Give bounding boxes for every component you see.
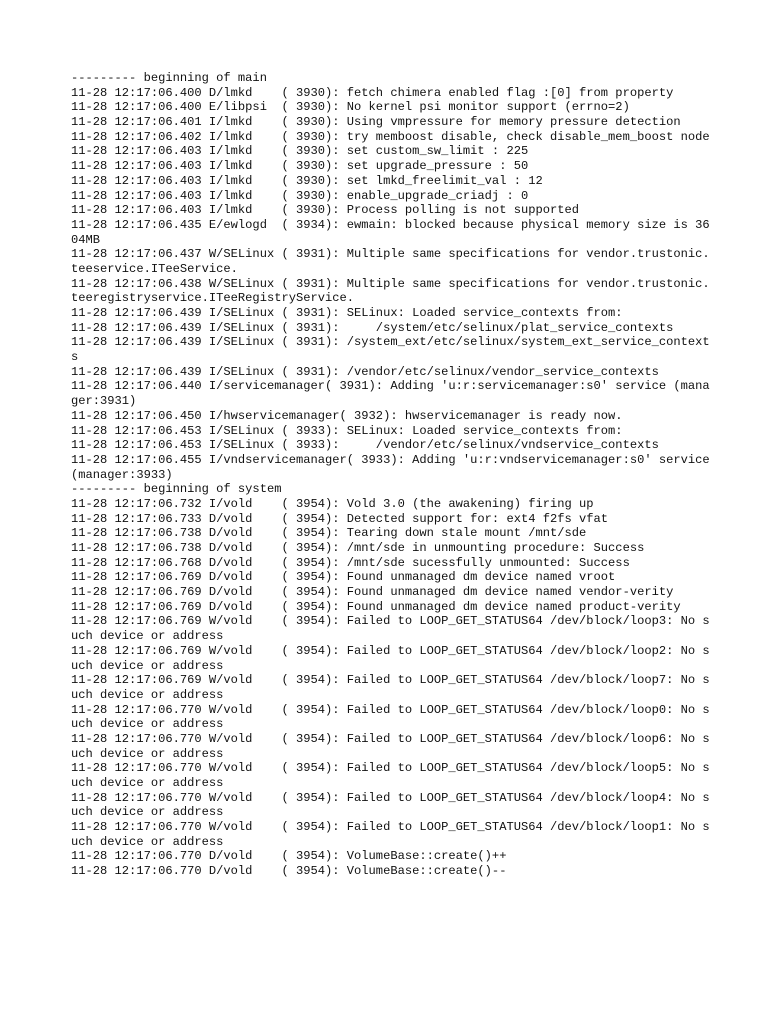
log-line: --------- beginning of main xyxy=(71,71,267,85)
log-line: 11-28 12:17:06.769 D/vold ( 3954): Found unmanaged dm device named product-verity xyxy=(71,599,681,614)
log-page xyxy=(71,71,717,879)
log-line: 11-28 12:17:06.403 I/lmkd ( 3930): set upgrade_pressure : 50 xyxy=(71,159,529,174)
log-line: 11-28 12:17:06.450 I/hwservicemanager( 3932): hwservicemanager is ready now. xyxy=(71,408,623,423)
log-line: 11-28 12:17:06.439 I/SELinux ( 3931): SELinux: Loaded service_contexts from: xyxy=(71,306,623,320)
log-line: 11-28 12:17:06.401 I/lmkd ( 3930): Using vmpressure for memory pressure detection xyxy=(71,115,681,130)
log-line: 11-28 12:17:06.439 I/SELinux ( 3931): /vendor/etc/selinux/vendor_service_contexts xyxy=(71,364,659,379)
log-line: 11-28 12:17:06.402 I/lmkd ( 3930): try memboost disable, check disable_mem_boost node xyxy=(71,129,710,144)
log-line: 11-28 12:17:06.738 D/vold ( 3954): Tearing down stale mount /mnt/sde xyxy=(71,526,587,541)
log-line: 11-28 12:17:06.770 W/vold ( 3954): Failed to LOOP_GET_STATUS64 /dev/block/loop1: No such device or address xyxy=(71,820,710,849)
log-line: 11-28 12:17:06.403 I/lmkd ( 3930): set custom_sw_limit : 225 xyxy=(71,144,529,159)
log-line: 11-28 12:17:06.400 D/lmkd ( 3930): fetch chimera enabled flag :[0] from property xyxy=(71,85,674,100)
log-line: 11-28 12:17:06.439 I/SELinux ( 3931): /system_ext/etc/selinux/system_ext_service_contexts xyxy=(71,335,710,365)
log-line: 11-28 12:17:06.453 I/SELinux ( 3933): SELinux: Loaded service_contexts from: xyxy=(71,423,623,438)
log-line: 11-28 12:17:06.770 D/vold ( 3954): VolumeBase::create()++ xyxy=(71,849,507,864)
log-line: 11-28 12:17:06.400 E/libpsi ( 3930): No kernel psi monitor support (errno=2) xyxy=(71,100,630,115)
log-line: 11-28 12:17:06.769 W/vold ( 3954): Failed to LOOP_GET_STATUS64 /dev/block/loop2: No such device or address xyxy=(71,643,710,673)
log-line: 11-28 12:17:06.770 W/vold ( 3954): Failed to LOOP_GET_STATUS64 /dev/block/loop5: No such device or address xyxy=(71,761,710,790)
log-line: 11-28 12:17:06.438 W/SELinux ( 3931): Multiple same specifications for vendor.trustonic.teeregistryservice.ITeeRegistryService. xyxy=(71,276,710,306)
log-line: 11-28 12:17:06.440 I/servicemanager( 3931): Adding 'u:r:servicemanager:s0' service (manager:3931) xyxy=(71,379,710,409)
log-line: 11-28 12:17:06.455 I/vndservicemanager( 3933): Adding 'u:r:vndservicemanager:s0' service (manager:3933) xyxy=(71,452,717,482)
log-line: 11-28 12:17:06.769 D/vold ( 3954): Found unmanaged dm device named vendor-verity xyxy=(71,585,674,600)
log-line: 11-28 12:17:06.403 I/lmkd ( 3930): set lmkd_freelimit_val : 12 xyxy=(71,173,543,188)
log-line: 11-28 12:17:06.770 W/vold ( 3954): Failed to LOOP_GET_STATUS64 /dev/block/loop4: No such device or address xyxy=(71,790,710,820)
log-line: 11-28 12:17:06.770 D/vold ( 3954): VolumeBase::create()-- xyxy=(71,864,507,879)
log-line: 11-28 12:17:06.770 W/vold ( 3954): Failed to LOOP_GET_STATUS64 /dev/block/loop0: No such device or address xyxy=(71,702,710,732)
log-line: 11-28 12:17:06.439 I/SELinux ( 3931): /system/etc/selinux/plat_service_contexts xyxy=(71,320,674,335)
log-line: 11-28 12:17:06.435 E/ewlogd ( 3934): ewmain: blocked because physical memory size is 3604MB xyxy=(71,217,710,247)
log-line: 11-28 12:17:06.738 D/vold ( 3954): /mnt/sde in unmounting procedure: Success xyxy=(71,541,645,555)
log-line: 11-28 12:17:06.769 W/vold ( 3954): Failed to LOOP_GET_STATUS64 /dev/block/loop3: No such device or address xyxy=(71,614,710,644)
log-line: 11-28 12:17:06.769 W/vold ( 3954): Failed to LOOP_GET_STATUS64 /dev/block/loop7: No such device or address xyxy=(71,673,710,702)
log-line: 11-28 12:17:06.770 W/vold ( 3954): Failed to LOOP_GET_STATUS64 /dev/block/loop6: No such device or address xyxy=(71,731,710,761)
log-line: 11-28 12:17:06.403 I/lmkd ( 3930): enable_upgrade_criadj : 0 xyxy=(71,188,529,203)
log-line: --------- beginning of system xyxy=(71,482,282,497)
log-line: 11-28 12:17:06.453 I/SELinux ( 3933): /vendor/etc/selinux/vndservice_contexts xyxy=(71,438,659,453)
log-line: 11-28 12:17:06.732 I/vold ( 3954): Vold 3.0 (the awakening) firing up xyxy=(71,496,594,511)
log-line: 11-28 12:17:06.733 D/vold ( 3954): Detected support for: ext4 f2fs vfat xyxy=(71,511,609,526)
log-line: 11-28 12:17:06.437 W/SELinux ( 3931): Multiple same specifications for vendor.trustonic.teeservice.ITeeService. xyxy=(71,247,710,276)
log-line: 11-28 12:17:06.768 D/vold ( 3954): /mnt/sde sucessfully unmounted: Success xyxy=(71,555,630,570)
log-line: 11-28 12:17:06.403 I/lmkd ( 3930): Process polling is not supported xyxy=(71,203,580,218)
log-line: 11-28 12:17:06.769 D/vold ( 3954): Found unmanaged dm device named vroot xyxy=(71,570,616,585)
